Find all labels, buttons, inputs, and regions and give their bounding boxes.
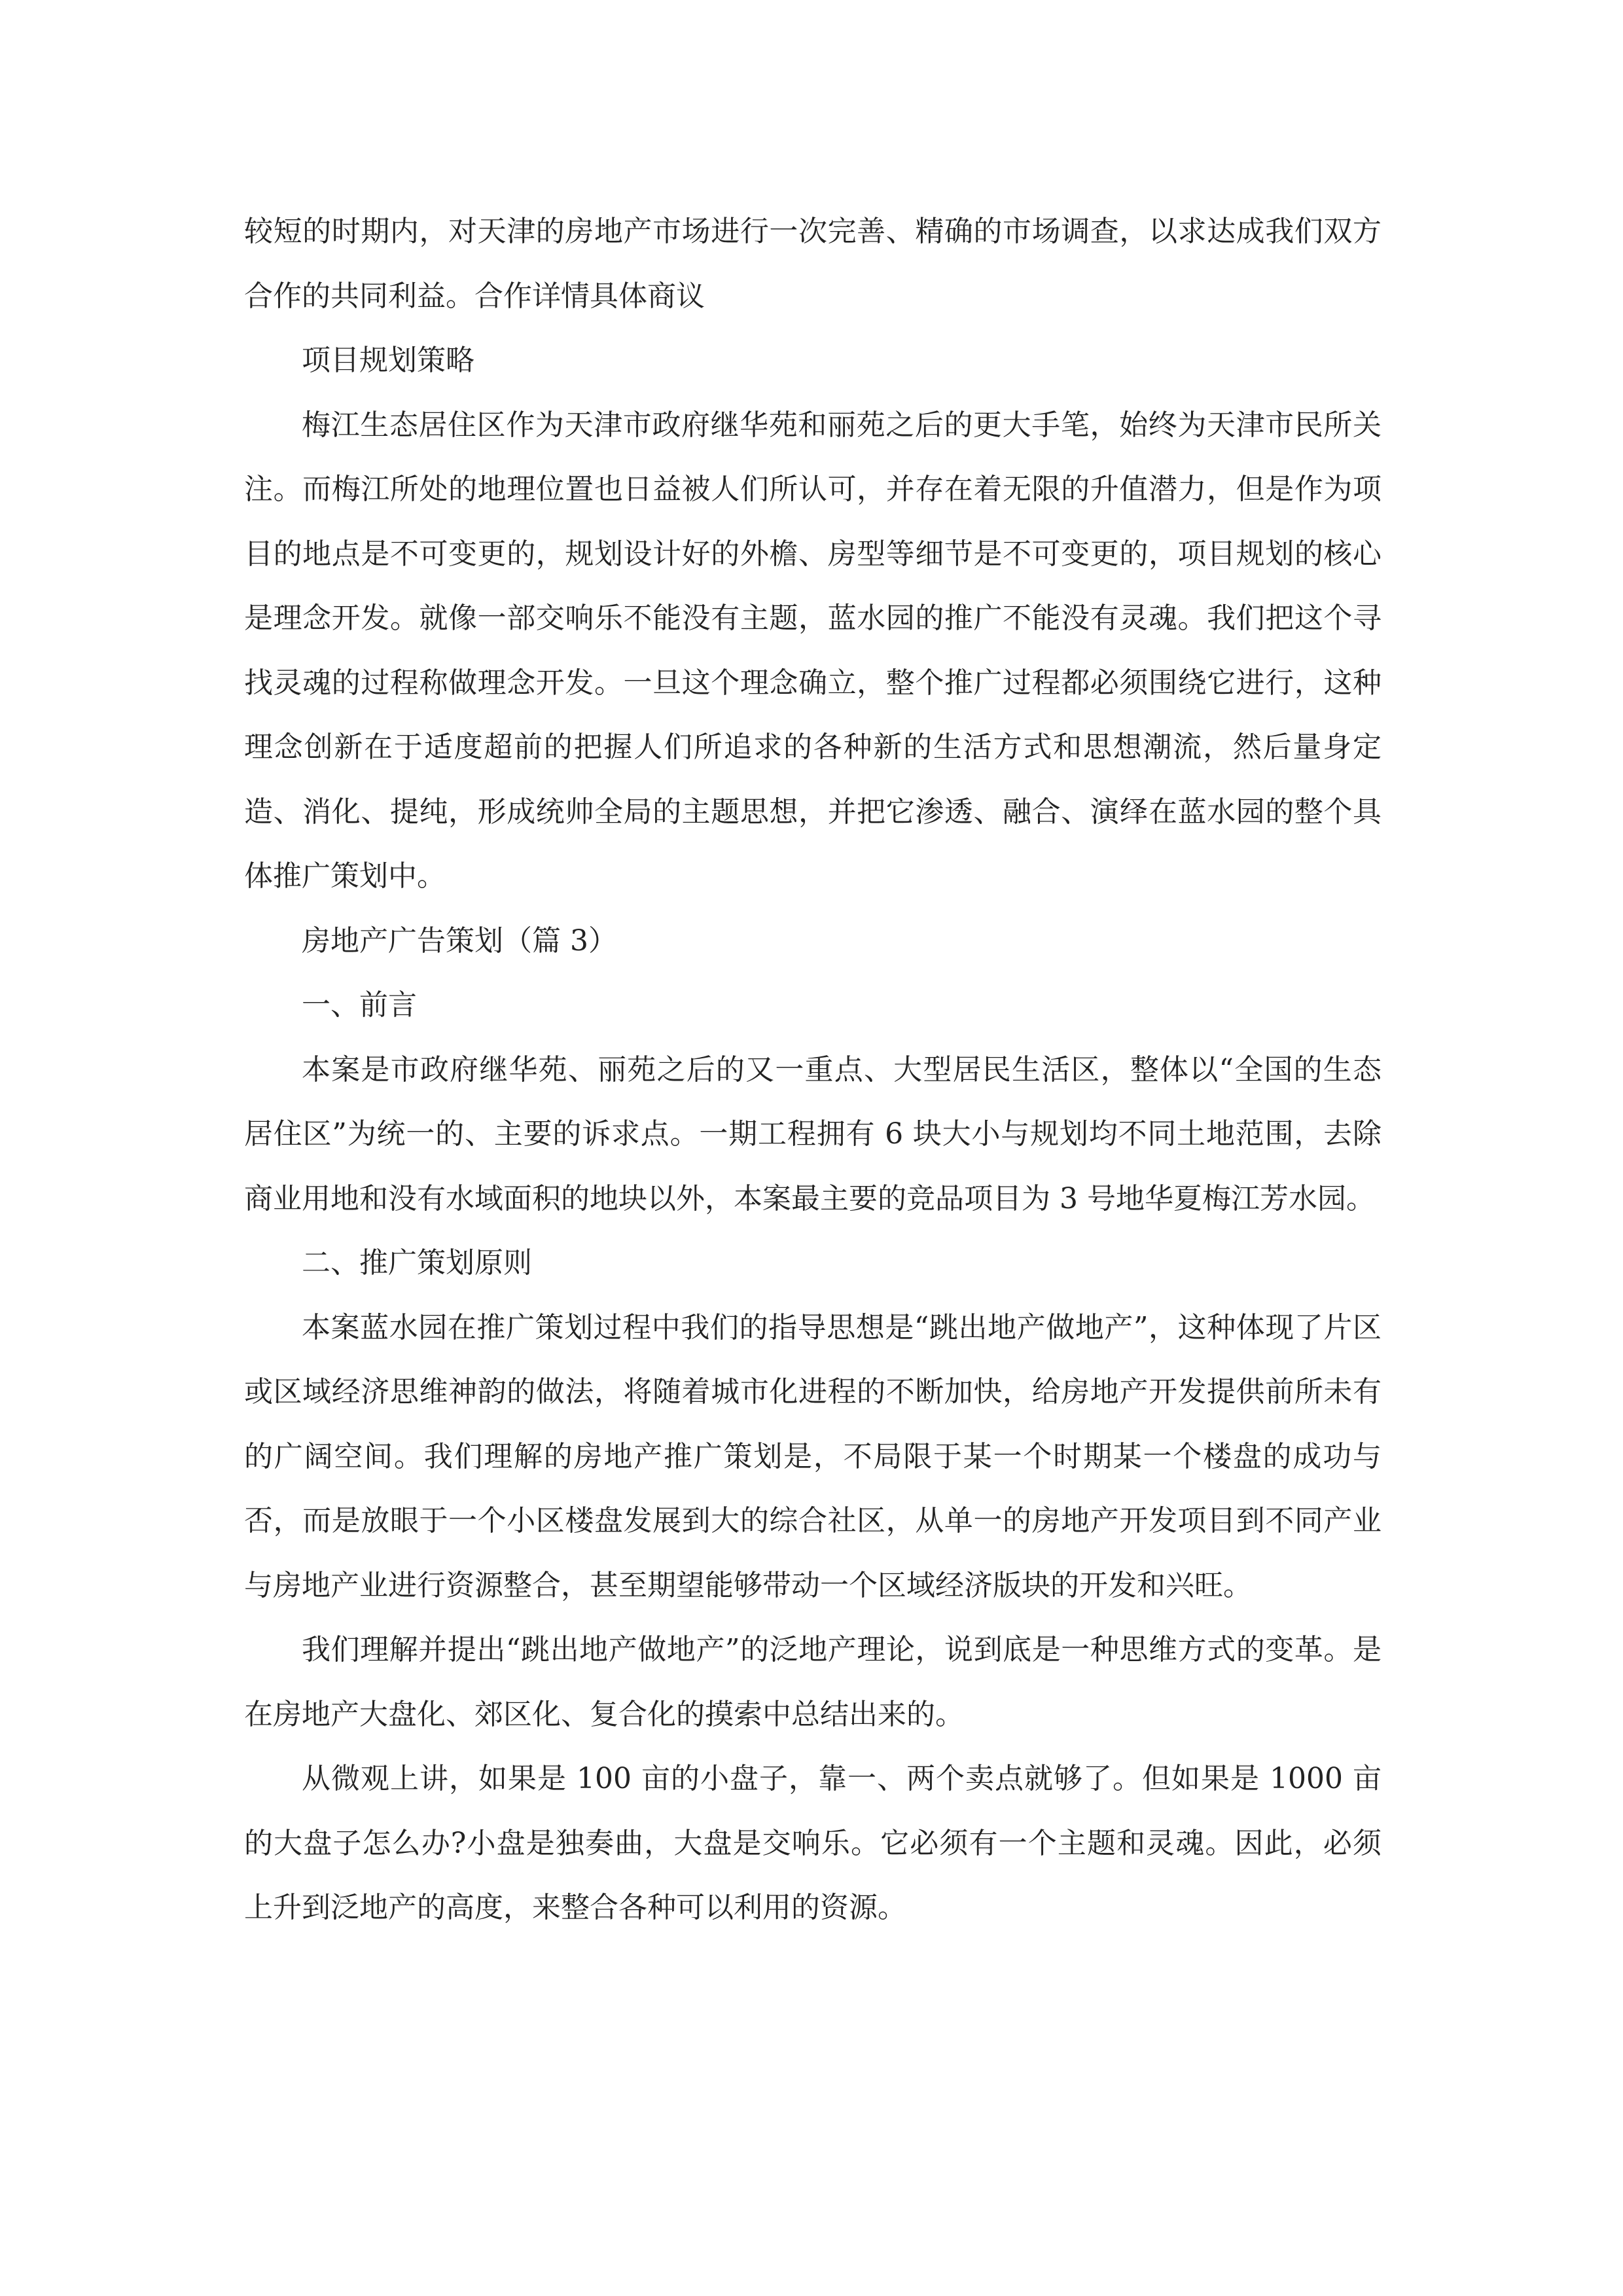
heading-preface: 一、前言 — [302, 988, 417, 1022]
heading-project-planning: 项目规划策略 — [302, 344, 474, 377]
paragraph-continuation: 较短的时期内，对天津的房地产市场进行一次完善、精确的市场调查，以求达成我们双方合作的共同利益。合作详情具体商议 — [244, 215, 1382, 313]
paragraph-project-planning: 梅江生态居住区作为天津市政府继华苑和丽苑之后的更大手笔，始终为天津市民所关注。而梅江所处的地理位置也日益被人们所认可，并存在着无限的升值潜力，但是作为项目的地点是不可变更的，规划设计好的外檐、房型等细节是不可变更的，项目规划的核心是理念开发。就像一部交响乐不能没有主题，蓝水园的推广不能没有灵魂。我们把这个寻找灵魂的过程称做理念开发。一旦这个理念确立，整个推广过程都必须围绕它进行，这种理念创新在于适度超前的把握人们所追求的各种新的生活方式和思想潮流，然后量身定造、消化、提纯，形成统帅全局的主题思想，并把它渗透、融合、演绎在蓝水园的整个具体推广策划中。 — [244, 408, 1382, 893]
paragraph-micro-view: 从微观上讲，如果是 100 亩的小盘子，靠一、两个卖点就够了。但如果是 1000 亩的大盘子怎么办?小盘是独奏曲，大盘是交响乐。它必须有一个主题和灵魂。因此，必须上升到泛地产的高度，来整合各种可以利用的资源。 — [244, 1762, 1382, 1924]
paragraph-promotion-principles: 本案蓝水园在推广策划过程中我们的指导思想是“跳出地产做地产”，这种体现了片区或区域经济思维神韵的做法，将随着城市化进程的不断加快，给房地产开发提供前所未有的广阔空间。我们理解的房地产推广策划是，不局限于某一个时期某一个楼盘的成功与否，而是放眼于一个小区楼盘发展到大的综合社区，从单一的房地产开发项目到不同产业与房地产业进行资源整合，甚至期望能够带动一个区域经济版块的开发和兴旺。 — [244, 1310, 1382, 1602]
heading-section-3: 房地产广告策划（篇 3） — [302, 924, 617, 958]
heading-promotion-principles: 二、推广策划原则 — [302, 1246, 532, 1280]
paragraph-pan-real-estate: 我们理解并提出“跳出地产做地产”的泛地产理论，说到底是一种思维方式的变革。是在房地产大盘化、郊区化、复合化的摸索中总结出来的。 — [244, 1633, 1382, 1731]
paragraph-preface: 本案是市政府继华苑、丽苑之后的又一重点、大型居民生活区，整体以“全国的生态居住区”为统一的、主要的诉求点。一期工程拥有 6 块大小与规划均不同土地范围，去除商业用地和没有水域面积的地块以外，本案最主要的竞品项目为 3 号地华夏梅江芳水园。 — [244, 1052, 1382, 1215]
document-body — [244, 200, 1382, 1941]
